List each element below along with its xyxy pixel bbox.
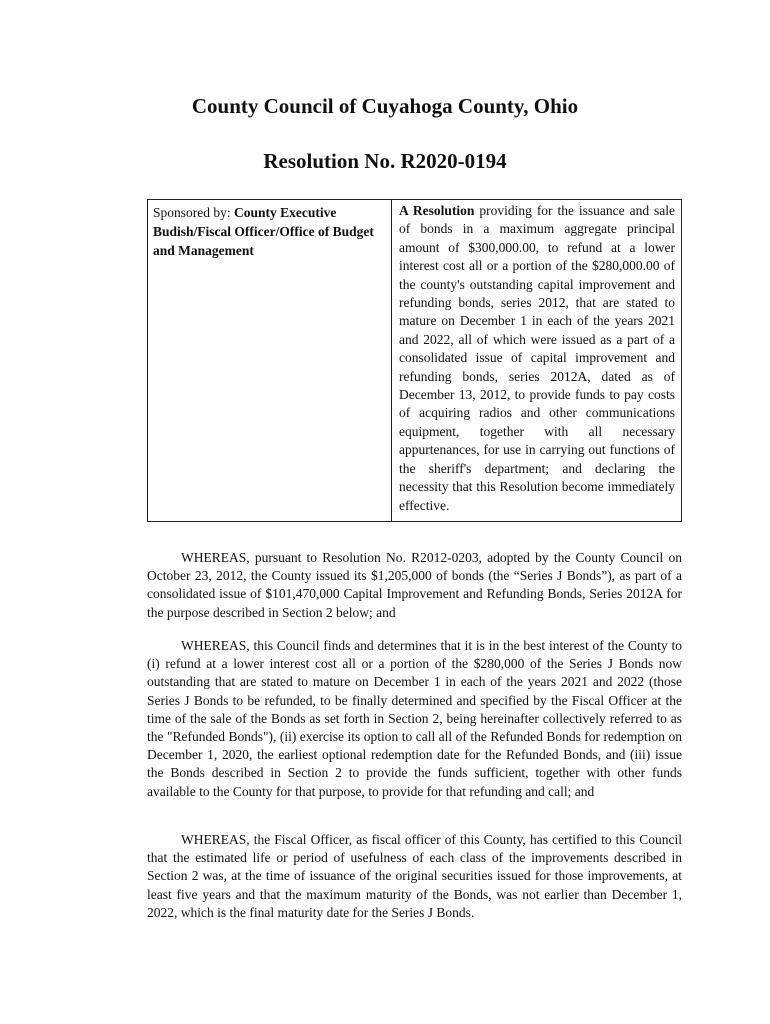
sponsor-table	[147, 199, 682, 522]
resolution-number: Resolution No. R2020-0194	[263, 149, 507, 173]
resolution-summary-text: providing for the issuance and sale of bonds in a maximum aggregate principal amount of $300,000.00, to refund at a lower interest cost all or a portion of the $280,000.00 of the county's outstanding capital improvement and refunding bonds, series 2012, that are stated to mature on December 1 in each of the years 2021 and 2022, all of which were issued as a part of a consolidated issue of capital improvement and refunding bonds, series 2012A, dated as of December 13, 2012, to provide funds to pay costs of acquiring radios and other communications equipment, together with all necessary appurtenances, for use in carrying out functions of the sheriff's department; and declaring the necessity that this Resolution become immediately effective.	[399, 203, 675, 513]
sponsor-prefix: Sponsored by:	[153, 205, 234, 220]
sponsor-name: County Executive Budish/Fiscal Officer/Office of Budget and Management	[153, 205, 374, 258]
sponsor-cell	[148, 200, 392, 521]
whereas-paragraph-3: WHEREAS, the Fiscal Officer, as fiscal officer of this County, has certified to this Council that the estimated life or period of usefulness of each class of the improvements described in Section 2 was, at the time of issuance of the original securities issued for those improvements, at least five years and that the maximum maturity of the Bonds, was not earlier than December 1, 2022, which is the final maturity date for the Series J Bonds.	[147, 832, 682, 920]
whereas-paragraph-2: WHEREAS, this Council finds and determines that it is in the best interest of the County to (i) refund at a lower interest cost all or a portion of the $280,000 of the Series J Bonds now outstanding that are stated to mature on December 1 in each of the years 2021 and 2022 (those Series J Bonds to be refunded, to be finally determined and specified by the Fiscal Officer at the time of the sale of the Bonds as set forth in Section 2, being hereinafter collectively referred to as the "Refunded Bonds"), (ii) exercise its option to call all of the Refunded Bonds for redemption on December 1, 2020, the earliest optional redemption date for the Refunded Bonds, and (iii) issue the Bonds described in Section 2 to provide the funds sufficient, together with other funds available to the County for that purpose, to provide for that refunding and call; and	[147, 638, 682, 799]
page-title: County Council of Cuyahoga County, Ohio	[191, 94, 579, 118]
whereas-paragraph-1: WHEREAS, pursuant to Resolution No. R2012-0203, adopted by the County Council on October 23, 2012, the County issued its $1,205,000 of bonds (the “Series J Bonds”), as part of a consolidated issue of $101,470,000 Capital Improvement and Refunding Bonds, Series 2012A for the purpose described in Section 2 below; and	[147, 550, 682, 620]
resolution-lead: A Resolution	[399, 203, 475, 218]
resolution-summary-cell	[392, 200, 681, 521]
